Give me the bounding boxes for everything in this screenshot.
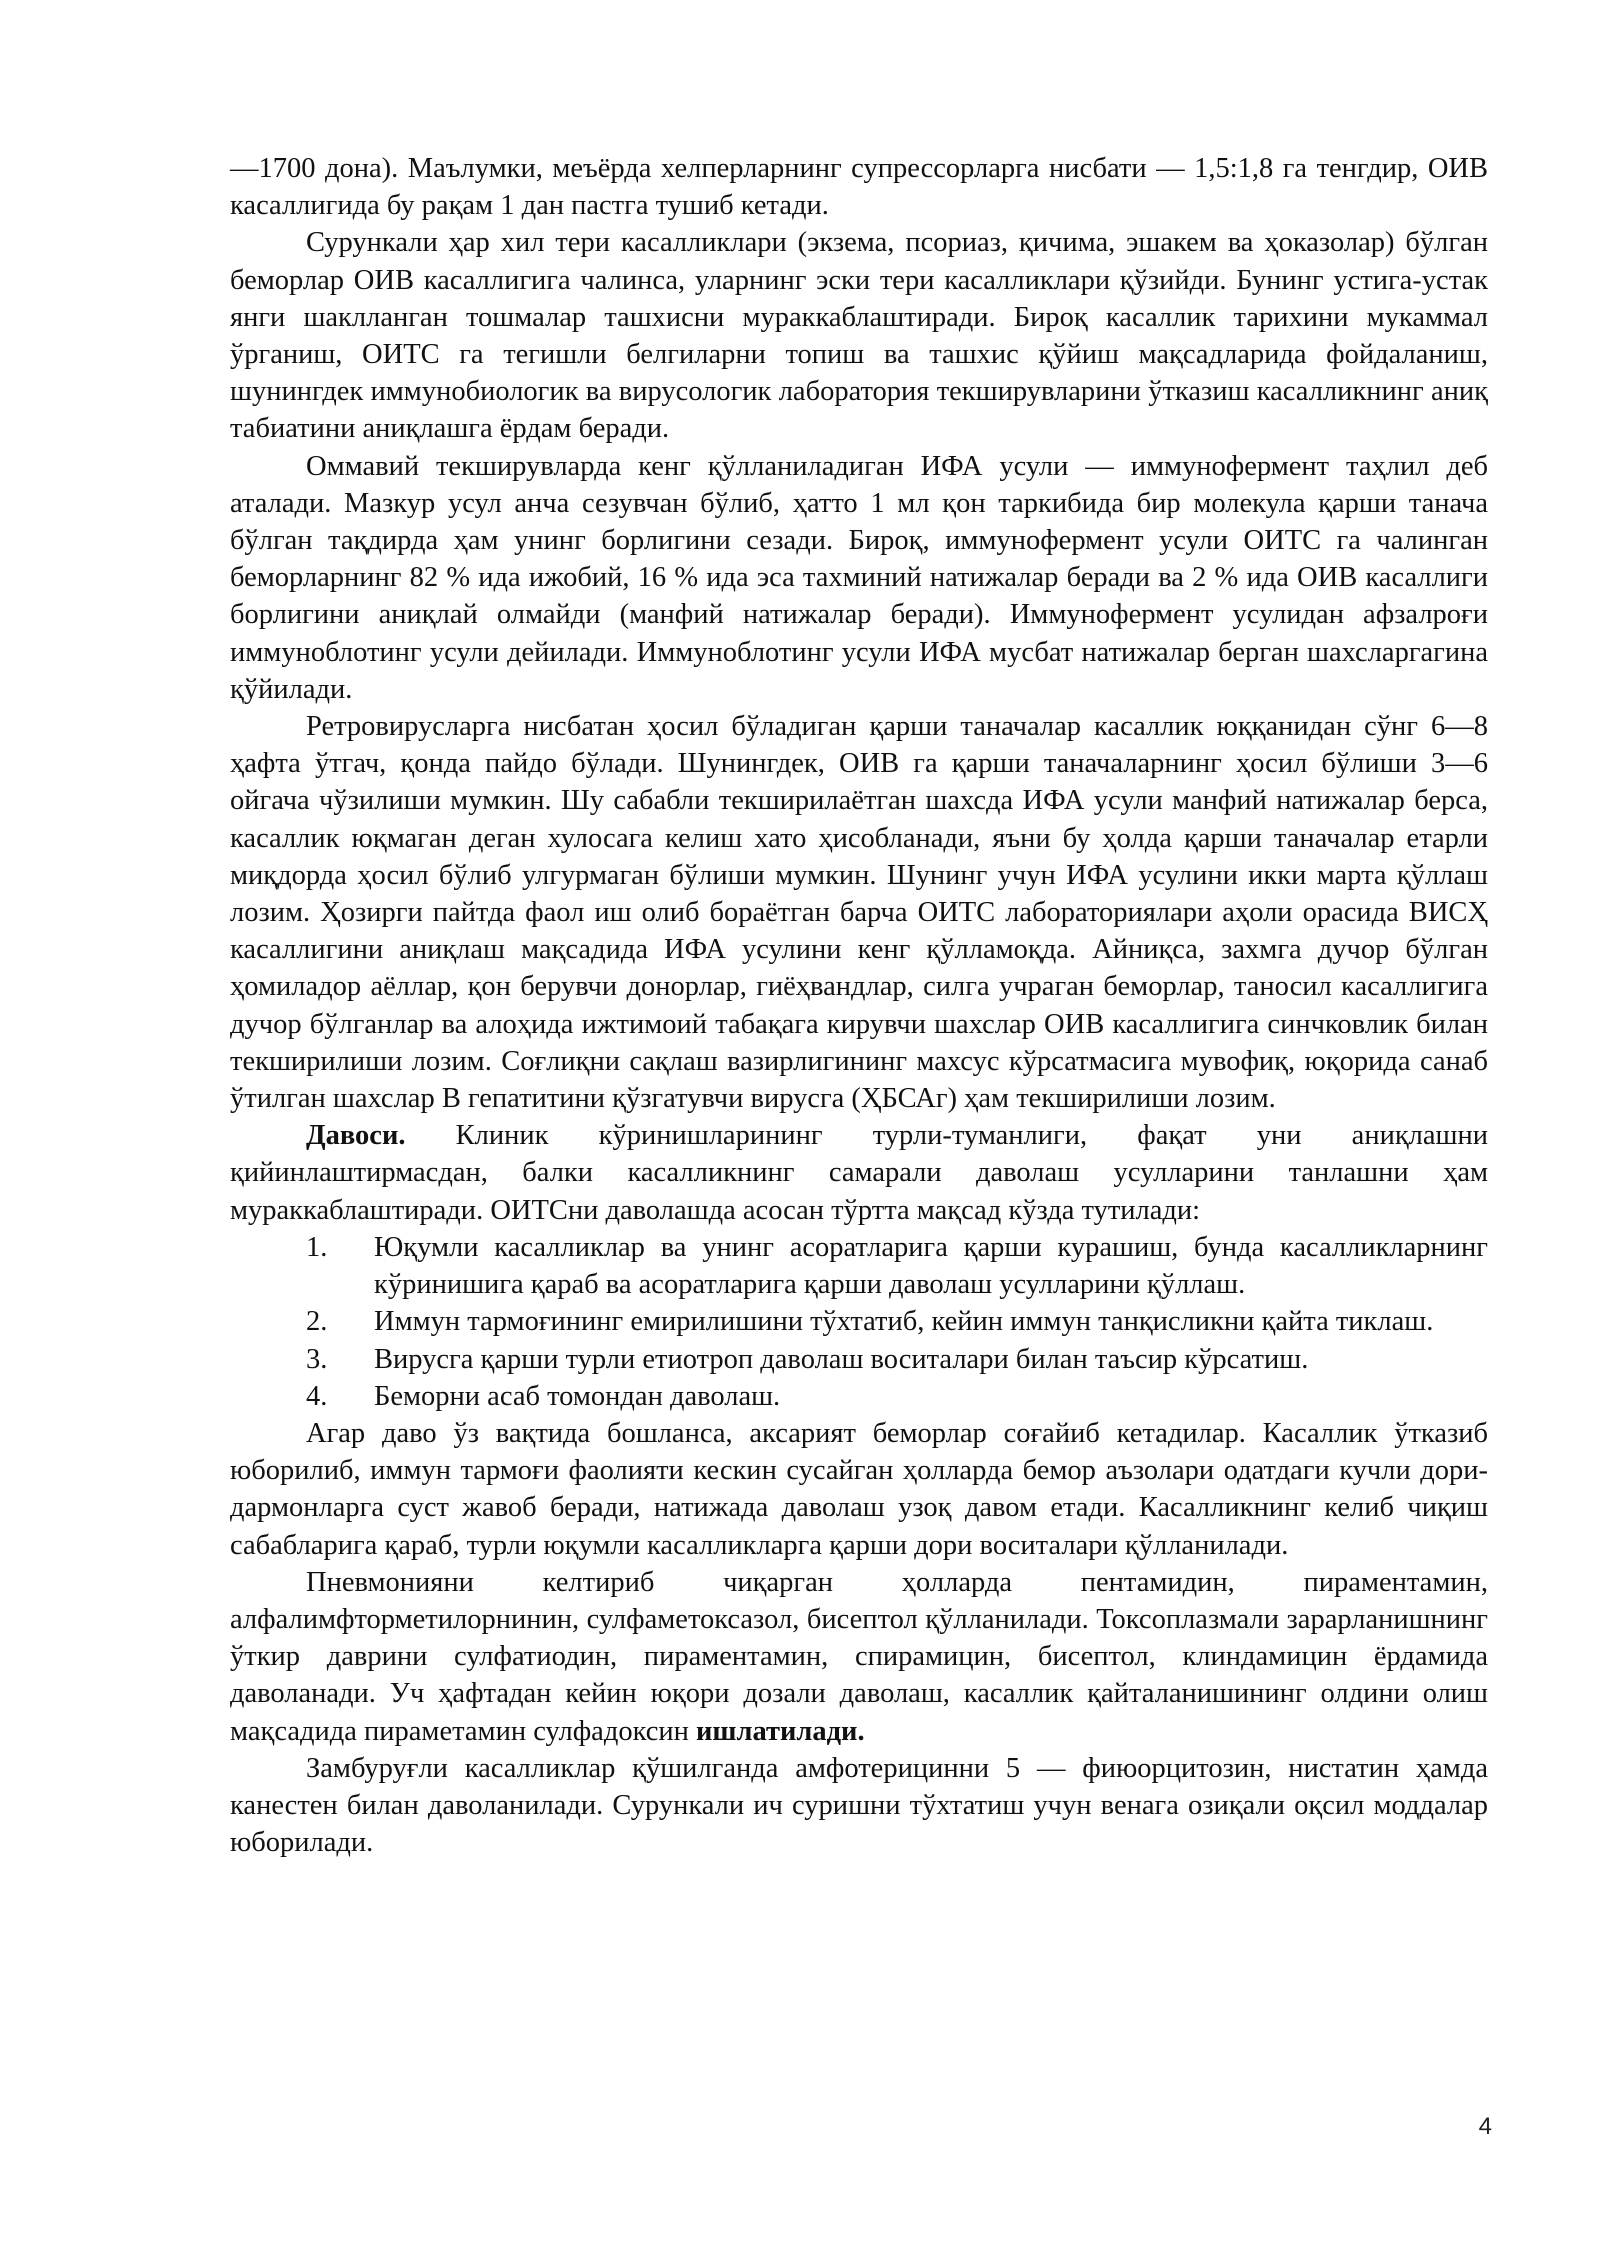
list-item (230, 1378, 1488, 1415)
page-number: 4 (1478, 2113, 1492, 2140)
list-item-number: 3. (306, 1343, 328, 1375)
list-item (230, 1229, 1488, 1303)
pneumonia-text: Пневмонияни келтириб чиқарган ҳолларда пентамидин, пираментамин, алфалимфторметилорнинин, сулфаметоксазол, бисептол қўлланилади. Токсоплазмали зарарланишнинг ўткир даврини сулфатиодин, пираментамин, спирамицин, бисептол, клиндамицин ёрдамида даволанади. Уч ҳафтадан кейин юқори дозали даволаш, касаллик қайталанишининг олдини олиш мақсадида пираметамин сулфадоксин (230, 1566, 1488, 1747)
list-item (230, 1341, 1488, 1378)
list-item-number: 2. (306, 1306, 328, 1338)
list-item-text: Иммун тармоғининг емирилишини тўхтатиб, кейин иммун танқисликни қайта тиклаш. (374, 1306, 1434, 1338)
treatment-goals-list (230, 1229, 1488, 1415)
list-item-text: Вирусга қарши турли етиотроп даволаш воситалари билан таъсир кўрсатиш. (374, 1343, 1309, 1375)
document-body (230, 150, 1488, 1861)
treatment-text: Клиник кўринишларининг турли-туманлиги, фақат уни аниқлашни қийинлаштирмасдан, балки касалликнинг самарали даволаш усулларини танлашни ҳам мураккаблаштиради. ОИТСни даволашда асосан тўртта мақсад кўзда тутилади: (230, 1120, 1488, 1226)
pneumonia-bold-word: ишлатилади. (696, 1715, 865, 1747)
list-item-text: Беморни асаб томондан даволаш. (374, 1380, 781, 1412)
paragraph-intro: —1700 дона). Маълумки, меъёрда хелперларнинг супрессорларга нисбати — 1,5:1,8 га тенгдир, ОИВ касаллигида бу рақам 1 дан пастга тушиб кетади. (230, 153, 1488, 222)
paragraph-fungal: Замбуруғли касалликлар қўшилганда амфотерицинни 5 — фиюорцитозин, нистатин ҳамда канестен билан даволанилади. Сурункали ич суришни тўхтатиш учун венага озиқали оқсил моддалар юборилади. (230, 1752, 1488, 1859)
paragraph-pneumonia (230, 1564, 1488, 1750)
list-item (230, 1303, 1488, 1340)
treatment-heading: Давоси. (306, 1120, 406, 1152)
paragraph-ifa-method: Оммавий текширувларда кенг қўлланиладиган ИФА усули — иммунофермент таҳлил деб аталади. Мазкур усул анча сезувчан бўлиб, ҳатто 1 мл қон таркибида бир молекула қарши танача бўлган тақдирда ҳам унинг борлигини сезади. Бироқ, иммунофермент усули ОИТС га чалинган беморларнинг 82 % ида ижобий, 16 % ида эса тахминий натижалар беради ва 2 % ида ОИВ касаллиги борлигини аниқлай олмайди (манфий натижалар беради). Иммунофермент усулидан афзалроғи иммуноблотинг усули дейилади. Иммуноблотинг усули ИФА мусбат натижалар берган шахсларгагина қўйилади. (230, 450, 1488, 705)
paragraph-treatment (230, 1117, 1488, 1229)
list-item-number: 1. (306, 1231, 328, 1263)
paragraph-skin-diseases: Сурункали ҳар хил тери касалликлари (экзема, псориаз, қичима, эшакем ва ҳоказолар) бўлган беморлар ОИВ касаллигига чалинса, уларнинг эски тери касалликлари қўзийди. Бунинг устига-устак янги шаклланган тошмалар ташхисни мураккаблаштиради. Бироқ касаллик тарихини мукаммал ўрганиш, ОИТС га тегишли белгиларни топиш ва ташхис қўйиш мақсадларида фойдаланиш, шунингдек иммунобиологик ва вирусологик лаборатория текширувларини ўтказиш касалликнинг аниқ табиатини аниқлашга ёрдам беради. (230, 227, 1488, 445)
list-item-text: Юқумли касалликлар ва унинг асоратларига қарши курашиш, бунда касалликларнинг кўринишига қараб ва асоратларига қарши даволаш усулларини қўллаш. (374, 1231, 1488, 1301)
paragraph-early-treatment: Агар даво ўз вақтида бошланса, аксарият беморлар соғайиб кетадилар. Касаллик ўтказиб юборилиб, иммун тармоғи фаолияти кескин сусайган ҳолларда бемор аъзолари одатдаги кучли дори-дармонларга суст жавоб беради, натижада даволаш узоқ давом етади. Касалликнинг келиб чиқиш сабабларига қараб, турли юқумли касалликларга қарши дори воситалари қўлланилади. (230, 1417, 1488, 1561)
paragraph-retrovirus-antibodies: Ретровирусларга нисбатан ҳосил бўладиган қарши таначалар касаллик юққанидан сўнг 6—8 ҳафта ўтгач, қонда пайдо бўлади. Шунингдек, ОИВ га қарши таначаларнинг ҳосил бўлиши 3—6 ойгача чўзилиши мумкин. Шу сабабли текширилаётган шахсда ИФА усули манфий натижалар берса, касаллик юқмаган деган хулосага келиш хато ҳисобланади, яъни бу ҳолда қарши таначалар етарли миқдорда ҳосил бўлиб улгурмаган бўлиши мумкин. Шунинг учун ИФА усулини икки марта қўллаш лозим. Ҳозирги пайтда фаол иш олиб бораётган барча ОИТС лабораториялари аҳоли орасида ВИСҲ касаллигини аниқлаш мақсадида ИФА усулини кенг қўлламоқда. Айниқса, захмга дучор бўлган ҳомиладор аёллар, қон берувчи донорлар, гиёҳвандлар, силга учраган беморлар, таносил касаллигига дучор бўлганлар ва алоҳида ижтимоий табақага кирувчи шахслар ОИВ касаллигига синчковлик билан текширилиши лозим. Соғлиқни сақлаш вазирлигининг махсус кўрсатмасига мувофиқ, юқорида санаб ўтилган шахслар В гепатитини қўзгатувчи вирусга (ҲБСАг) ҳам текширилиши лозим. (230, 711, 1488, 1115)
list-item-number: 4. (306, 1380, 328, 1412)
